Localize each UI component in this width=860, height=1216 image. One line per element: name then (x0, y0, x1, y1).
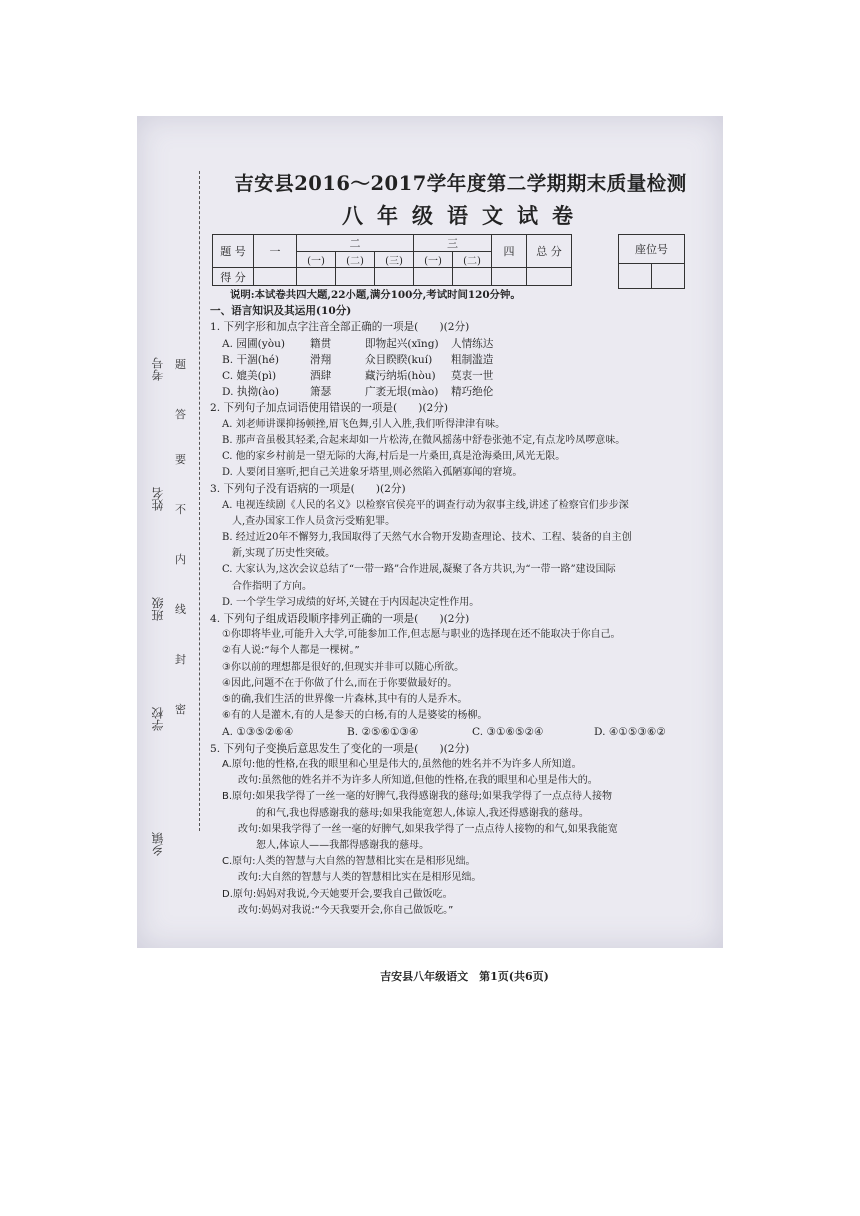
question-4-sentence: ⑤的确,我们生活的世界像一片森林,其中有的人是乔木。 (222, 694, 468, 706)
question-1-option-c: C. 媲美(pì) 酒肆 藏污纳垢(hòu) 莫衷一世 (222, 370, 494, 383)
score-col-3: 三 (414, 235, 492, 252)
question-3-stem: 3. 下列句子没有语病的一项是( )(2分) (210, 483, 406, 496)
score-row-label: 得 分 (213, 268, 254, 286)
question-1-option-d: D. 执拗(ào) 箫瑟 广袤无垠(mào) 精巧绝伦 (222, 386, 494, 399)
exam-note: 说明:本试卷共四大题,22小题,满分100分,考试时间120分钟。 (230, 289, 521, 301)
question-4-sentence: ①你即将毕业,可能升入大学,可能参加工作,但志愿与职业的选择现在还不能取决于你自己。 (222, 629, 621, 641)
score-cell[interactable] (375, 268, 414, 286)
score-cell[interactable] (254, 268, 297, 286)
side-field-label: 考号 (151, 357, 165, 381)
section-heading: 一、语言知识及其运用(10分) (210, 305, 352, 318)
score-col-total: 总 分 (527, 235, 572, 268)
question-5-line: 改句:大自然的智慧与人类的智慧相比实在是相形见绌。 (238, 872, 482, 884)
binding-line (199, 171, 200, 831)
question-2-option-c: C. 他的家乡村前是一望无际的大海,村后是一片桑田,真是沧海桑田,风光无限。 (222, 451, 566, 463)
score-cell[interactable] (453, 268, 492, 286)
question-5-line: 改句:虽然他的姓名并不为许多人所知道,但他的性格,在我的眼里和心里是伟大的。 (238, 775, 598, 787)
question-5-line: D.原句:妈妈对我说,今天她要开会,要我自己做饭吃。 (222, 888, 453, 900)
seat-label: 座位号 (619, 235, 685, 264)
side-field-class (149, 531, 166, 621)
side-field-exam-number (149, 271, 166, 381)
seal-char: 线 (175, 603, 186, 616)
question-5-line: B.原句:如果我学得了一丝一毫的好脾气,我得感谢我的慈母;如果我学得了一点点待人接物 (222, 791, 612, 803)
score-table (212, 234, 572, 286)
seal-char: 不 (175, 503, 186, 516)
question-3-option-c-cont: 合作指明了方向。 (232, 580, 312, 592)
score-sub: (二) (453, 252, 492, 268)
question-3-option-a: A. 电视连续剧《人民的名义》以检察官侯亮平的调查行动为叙事主线,讲述了检察官们步步深 (222, 499, 629, 511)
question-2-stem: 2. 下列句子加点词语使用错误的一项是( )(2分) (210, 402, 449, 415)
question-3-option-b: B. 经过近20年不懈努力,我国取得了天然气水合物开发勘查理论、技术、工程、装备的自主创 (222, 532, 632, 544)
question-2-option-a: A. 刘老师讲课抑扬顿挫,眉飞色舞,引人入胜,我们听得津津有味。 (222, 418, 506, 430)
question-5-line: A.原句:他的性格,在我的眼里和心里是伟大的,虽然他的姓名并不为许多人所知道。 (222, 758, 582, 770)
question-2-option-d: D. 人要闭目塞听,把自己关进象牙塔里,则必然陷入孤陋寡闻的窘境。 (222, 467, 523, 479)
exam-content (210, 287, 720, 919)
seal-char: 要 (175, 453, 186, 466)
question-4-sentence: ④因此,问题不在于你做了什么,而在于你要做最好的。 (222, 677, 458, 689)
question-5-line: 改句:如果我学得了一丝一毫的好脾气,如果我学得了一点点待人接物的和气,如果我能宽 (238, 823, 618, 835)
question-3-option-d: D. 一个学生学习成绩的好坏,关键在于内因起决定性作用。 (222, 596, 480, 608)
side-field-label: 班级 (151, 597, 165, 621)
question-5-line: 恕人,体谅人——我都得感谢我的慈母。 (256, 839, 430, 851)
score-header-label: 题 号 (213, 235, 254, 268)
question-2-option-b: B. 那声音虽极其轻柔,合起来却如一片松涛,在微风摇荡中舒卷张弛不定,有点龙吟凤啰意味。 (222, 434, 626, 446)
question-3-option-b-cont: 新,实现了历史性突破。 (232, 548, 336, 560)
score-sub: (三) (375, 252, 414, 268)
question-5-line: C.原句:人类的智慧与大自然的智慧相比实在是相形见绌。 (222, 856, 476, 868)
score-col-2: 二 (297, 235, 414, 252)
question-5-line: 的和气,我也得感谢我的慈母;如果我能宽恕人,体谅人,我还得感谢我的慈母。 (256, 807, 589, 819)
score-sub: (一) (414, 252, 453, 268)
question-3-option-a-cont: 人,查办国家工作人员贪污受贿犯罪。 (232, 515, 396, 527)
question-4-sentence: ②有人说:“每个人都是一棵树。” (222, 645, 360, 657)
question-1-option-a: A. 园圃(yòu) 籍贯 即物起兴(xīng) 人情练达 (222, 337, 494, 350)
question-4-stem: 4. 下列句子组成语段顺序排列正确的一项是( )(2分) (210, 613, 470, 626)
score-sub: (一) (297, 252, 336, 268)
exam-title: 吉安县2016～2017学年度第二学期期末质量检测 (234, 172, 687, 195)
seal-char: 内 (175, 553, 186, 566)
side-field-label: 姓名 (151, 487, 165, 511)
side-field-township (149, 766, 166, 856)
seal-char: 答 (175, 408, 186, 421)
question-5-line: 改句:妈妈对我说:“今天我要开会,你自己做饭吃。” (238, 904, 454, 916)
exam-paper (137, 116, 723, 983)
page-footer: 吉安县八年级语文 第1页(共6页) (380, 970, 549, 983)
score-cell[interactable] (336, 268, 375, 286)
question-4-sentence: ③你以前的理想都是很好的,但现实并非可以随心所欲。 (222, 661, 465, 673)
seat-cell[interactable] (652, 264, 685, 289)
score-cell[interactable] (414, 268, 453, 286)
question-4-sentence: ⑥有的人是灌木,有的人是参天的白杨,有的人是婆娑的杨柳。 (222, 710, 488, 722)
exam-subtitle: 八年级语文试卷 (342, 203, 587, 228)
question-3-option-c: C. 大家认为,这次会议总结了“一带一路”合作进展,凝聚了各方共识,为“一带一路”建设国际 (222, 564, 616, 576)
side-field-label: 学校 (151, 707, 165, 731)
seat-cell[interactable] (619, 264, 652, 289)
score-sub: (二) (336, 252, 375, 268)
question-1-option-b: B. 干涸(hé) 滑翔 众目睽睽(kuí) 粗制滥造 (222, 353, 494, 366)
question-4-choices: A. ①③⑤②⑥④ B. ②⑤⑥①③④ C. ③①⑥⑤②④ D. ④①⑤③⑥② (222, 726, 666, 739)
score-col-1: 一 (254, 235, 297, 268)
seal-char: 密 (175, 703, 186, 716)
side-field-school (149, 631, 166, 731)
exam-main (210, 168, 717, 983)
seal-char: 题 (175, 358, 186, 371)
score-cell[interactable] (297, 268, 336, 286)
score-col-4: 四 (492, 235, 527, 268)
score-cell[interactable] (492, 268, 527, 286)
seal-char: 封 (175, 653, 186, 666)
seat-table (618, 234, 685, 289)
question-5-stem: 5. 下列句子变换后意思发生了变化的一项是( )(2分) (210, 742, 470, 755)
question-5-lines (210, 757, 720, 919)
side-field-name (149, 411, 166, 511)
question-1-stem: 1. 下列字形和加点字注音全部正确的一项是( )(2分) (210, 321, 470, 334)
score-cell[interactable] (527, 268, 572, 286)
side-field-label: 乡镇 (151, 832, 165, 856)
